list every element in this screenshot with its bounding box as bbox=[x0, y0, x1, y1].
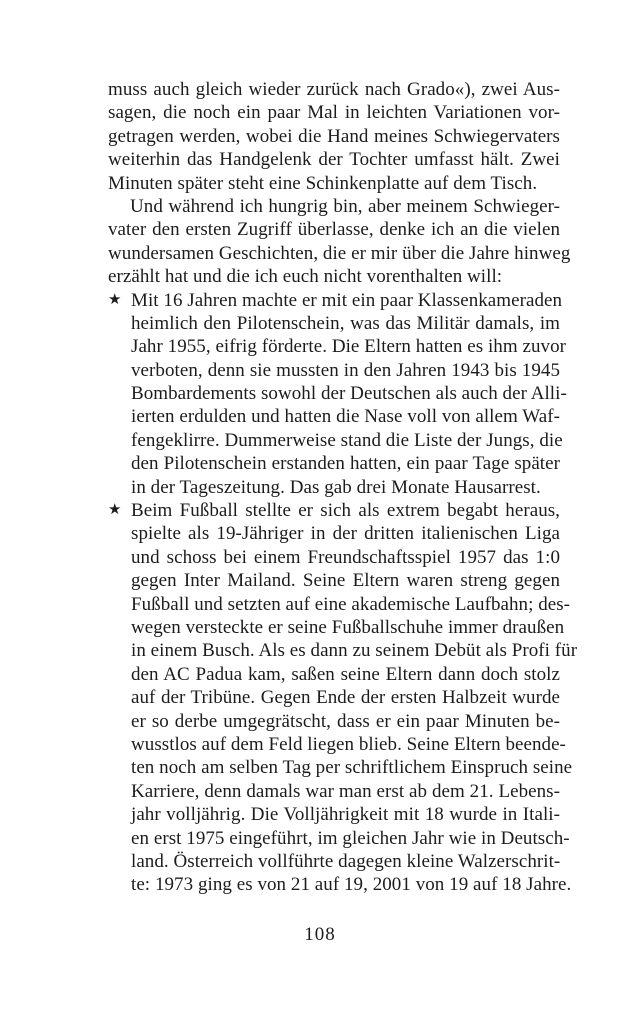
text-line: Karriere, denn damals war man erst ab dem 21. Lebens- bbox=[131, 780, 560, 802]
text-line: in der Tageszeitung. Das gab drei Monate Hausarrest. bbox=[131, 476, 541, 498]
paragraph-continuation bbox=[108, 78, 560, 195]
bullet-first-line bbox=[108, 499, 560, 522]
text-line: auf der Tribüne. Gegen Ende der ersten Halbzeit wurde bbox=[131, 687, 560, 709]
paragraph bbox=[108, 195, 571, 289]
text-line: en erst 1975 eingeführt, im gleichen Jahr wie in Deutsch- bbox=[131, 827, 570, 849]
text-line: fengeklirre. Dummerweise stand die Liste der Jungs, die bbox=[131, 429, 563, 451]
text-line: wegen versteckte er seine Fußballschuhe immer draußen bbox=[131, 616, 565, 638]
text-line: muss auch gleich wieder zurück nach Grado«), zwei Aus- bbox=[108, 79, 560, 100]
text-line: ten noch am selben Tag per schriftlichem Einspruch seine bbox=[131, 757, 573, 779]
page-number: 108 bbox=[304, 924, 336, 945]
bullet-item-pilot-license bbox=[108, 289, 567, 500]
text-line: Beim Fußball stellte er sich als extrem begabt heraus, bbox=[131, 500, 560, 522]
text-line: verboten, denn sie mussten in den Jahren 1943 bis 1945 bbox=[131, 359, 560, 381]
text-line: land. Österreich vollführte dagegen kleine Walzerschrit- bbox=[131, 850, 561, 872]
text-line: jahr volljährig. Die Volljährigkeit mit 18 wurde in Itali- bbox=[131, 804, 560, 826]
text-line: sagen, die noch ein paar Mal in leichten Variationen vor- bbox=[108, 102, 560, 124]
text-line: te: 1973 ging es von 21 auf 19, 2001 von 19 auf 18 Jahre. bbox=[131, 874, 572, 896]
text-line: er so derbe umgegrätscht, dass er ein paar Minuten be- bbox=[131, 710, 560, 732]
text-line: Minuten später steht eine Schinkenplatte auf dem Tisch. bbox=[108, 172, 538, 194]
text-line: heimlich den Pilotenschein, was das Militär damals, im bbox=[131, 312, 560, 334]
text-line: Mit 16 Jahren machte er mit ein paar Klassenkameraden bbox=[131, 289, 563, 311]
text-line: Und während ich hungrig bin, aber meinem Schwieger- bbox=[130, 195, 560, 217]
text-line: spielte als 19-Jähriger in der dritten italienischen Liga bbox=[131, 523, 560, 545]
text-line: Jahr 1955, eifrig förderte. Die Eltern hatten es ihm zuvor bbox=[131, 336, 567, 358]
star-bullet-icon: ★ bbox=[108, 502, 122, 519]
text-line: erzählt hat und die ich euch nicht vorenthalten will: bbox=[108, 266, 503, 288]
text-line: in einem Busch. Als es dann zu seinem Debüt als Profi für bbox=[131, 640, 578, 662]
star-bullet-icon: ★ bbox=[108, 291, 122, 308]
text-line: den AC Padua kam, saßen seine Eltern dann doch stolz bbox=[131, 663, 560, 685]
book-page bbox=[108, 78, 578, 897]
text-line: gegen Inter Mailand. Seine Eltern waren streng gegen bbox=[131, 570, 560, 592]
text-line: den Pilotenschein erstanden hatten, ein paar Tage später bbox=[131, 453, 560, 475]
text-line: ierten erdulden und hatten die Nase voll von allem Waf- bbox=[131, 406, 560, 428]
bullet-item-football bbox=[108, 499, 578, 897]
text-line: wusstlos auf dem Feld liegen blieb. Seine Eltern beende- bbox=[131, 733, 566, 755]
text-line: Bombardements sowohl der Deutschen als auch der Alli- bbox=[131, 383, 567, 405]
text-line: getragen werden, wobei die Hand meines Schwiegervaters bbox=[108, 125, 560, 147]
bullet-first-line bbox=[108, 289, 563, 312]
text-line: und schoss bei einem Freundschaftsspiel 1957 das 1:0 bbox=[131, 546, 560, 568]
text-line: vater den ersten Zugriff überlasse, denke ich an die vielen bbox=[108, 219, 560, 241]
text-line: Fußball und setzten auf eine akademische Laufbahn; des- bbox=[131, 593, 571, 615]
text-line: wundersamen Geschichten, die er mir über die Jahre hinweg bbox=[108, 242, 571, 264]
text-line: weiterhin das Handgelenk der Tochter umfasst hält. Zwei bbox=[108, 149, 560, 171]
